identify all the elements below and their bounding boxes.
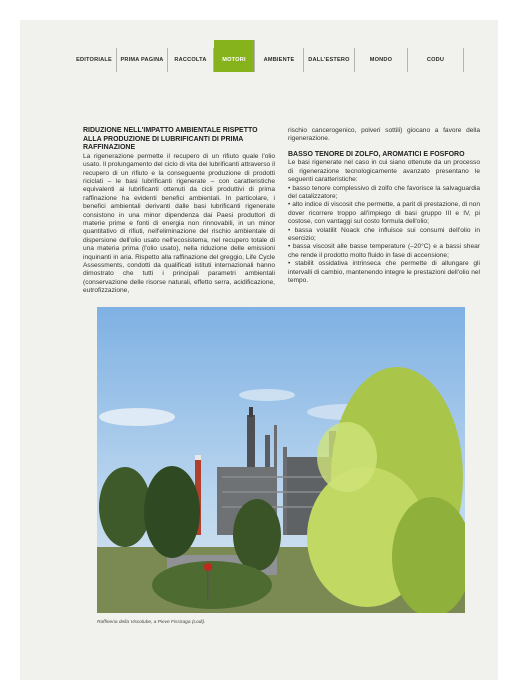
magazine-page xyxy=(20,20,498,680)
nav-item-dall-estero[interactable]: DALL'ESTERO xyxy=(304,48,355,72)
bullet-item: • bassa viscosit alle basse temperature (–20°C) e a bassi shear che rende il prodotto molto fluido in fase di accensione; xyxy=(288,243,480,259)
nav-item-editoriale[interactable]: EDITORIALE xyxy=(72,48,117,72)
nav-item-prima-pagina[interactable]: PRIMA PAGINA xyxy=(117,48,168,72)
bullet-item: • basso tenore complessivo di zolfo che favorisce la salvaguardia del catalizzatore; xyxy=(288,184,480,201)
article-paragraph-continued: rischio cancerogenico, polveri sottili) giocano a favore della rigenerazione. xyxy=(288,127,480,143)
article-column-right xyxy=(288,127,480,286)
section-nav xyxy=(20,48,498,72)
article-column-left xyxy=(83,127,275,296)
bullet-item: • alto indice di viscosit che permette, a parit di prestazione, di non dover ricorrere troppo all'impiego di basi gruppo III e IV, pi costose, con vantaggi sul costo formula dell'olio; xyxy=(288,201,480,226)
refinery-photo xyxy=(97,307,465,613)
section-heading-environment: RIDUZIONE NELL'IMPATTO AMBIENTALE RISPETTO ALLA PRODUZIONE DI LUBRIFICANTI DI PRIMA RAFFINAZIONE xyxy=(83,127,258,152)
section-heading-sulfur: BASSO TENORE DI ZOLFO, AROMATICI E FOSFORO xyxy=(288,150,465,158)
article-intro: Le basi rigenerate nel caso in cui siano ottenute da un processo di rigenerazione tecnologicamente avanzato presentano le seguenti caratteristiche: xyxy=(288,159,480,184)
bullet-item: • stabilit ossidativa intrinseca che permette di allungare gli intervalli di cambio, mantenendo integre le prestazioni dell'olio nel tempo. xyxy=(288,260,480,285)
nav-item-mondo[interactable]: MONDO xyxy=(355,48,408,72)
nav-item-ambiente[interactable]: AMBIENTE xyxy=(255,48,304,72)
nav-item-motori[interactable]: MOTORI xyxy=(214,40,255,72)
nav-item-codu[interactable]: CODU xyxy=(408,48,464,72)
bullet-item: • bassa volatilit Noack che influisce sui consumi dell'olio in esercizio; xyxy=(288,226,480,243)
photo-caption: Raffineria della Viscolube, a Pieve Fissiraga (Lodi). xyxy=(97,620,206,625)
article-paragraph: La rigenerazione permette il recupero di un rifiuto quale l'olio usato. Il prolungamento del ciclo di vita dei lubrificanti attraverso il recupero di un rifiuto e la conseguente produzione di prodotti riciclati – le basi lubrificanti rigenerate – con caratteristiche equivalenti ai lubrificanti ottenuti da cicli produttivi di prima raffinazione ha evidenti benefici ambientali. In particolare, i benefici ambientali derivanti dalle basi lubrificanti rigenerate consistono in una minor dipendenza dai Paesi produttori di materie prime e fonti di energia non rinnovabili, in un minor quantitativo di rifiuti, nell'eliminazione del rischio ambientale di dispersione dell'olio usato nell'ecosistema, nel recupero totale di una materia prima (l'olio usato), nella riduzione delle emissioni inquinanti in aria. Rispetto alla raffinazione del greggio, Life Cycle Assessments, condotti da qualificati istituti internazionali hanno dimostrato che tutti i principali parametri ambientali (conservazione delle risorse naturali, effetto serra, acidificazione, eutrofizzazione, xyxy=(83,152,275,295)
nav-item-raccolta[interactable]: RACCOLTA xyxy=(168,48,214,72)
